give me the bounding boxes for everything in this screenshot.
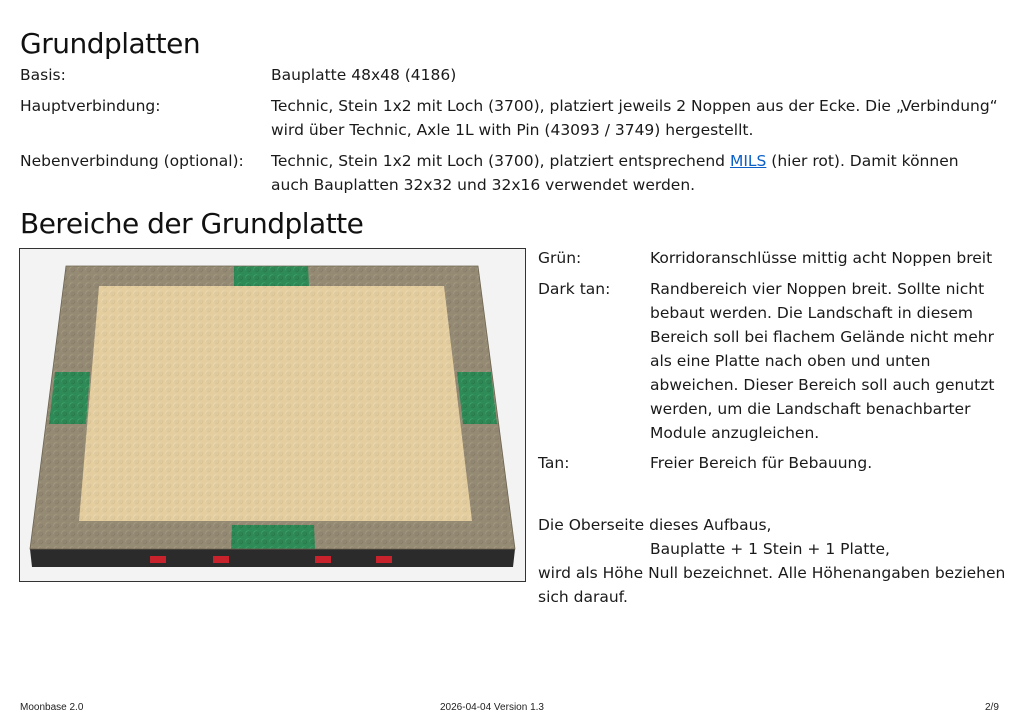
legend-text: Freier Bereich für Bebauung.: [650, 454, 873, 472]
mils-link[interactable]: MILS: [729, 152, 767, 170]
legend-label: Tan:: [538, 454, 570, 472]
mils-connector: [315, 556, 331, 563]
baseplate-side: [30, 549, 515, 567]
height-zero-paragraph: [538, 513, 1018, 609]
row-value: Bauplatte 48x48 (4186): [271, 66, 457, 84]
row-value: [271, 149, 1001, 197]
mils-connector: [150, 556, 166, 563]
heading-grundplatten: Grundplatten: [20, 27, 201, 60]
tan-build-area: [79, 286, 472, 521]
row-label: Hauptverbindung:: [20, 97, 161, 115]
legend-label: Grün:: [538, 249, 582, 267]
para-line: Die Oberseite dieses Aufbaus,: [538, 516, 772, 534]
row-value: Technic, Stein 1x2 mit Loch (3700), platziert jeweils 2 Noppen aus der Ecke. Die „Verbindung“ wird über Technic, Axle 1L with Pin (43093 / 3749) hergestellt.: [271, 97, 998, 139]
green-connector-bottom: [231, 525, 315, 549]
value-text-after: (hier rot). Damit können auch Bauplatten 32x32 und 32x16 verwendet werden.: [271, 152, 959, 194]
legend-text: Korridoranschlüsse mittig acht Noppen breit: [650, 249, 993, 267]
legend-label: Dark tan:: [538, 280, 611, 298]
legend-text: Randbereich vier Noppen breit. Sollte nicht bebaut werden. Die Landschaft in diesem Bereich soll bei flachem Gelände nicht mehr als eine Platte nach oben und unten abweichen. Dieser Bereich soll auch genutzt werden, um die Landschaft benachbarter Module anzugleichen.: [650, 280, 995, 442]
footer-left: Moonbase 2.0: [20, 702, 84, 713]
baseplate-figure: [19, 248, 526, 582]
footer-center: 2026-04-04 Version 1.3: [440, 702, 544, 713]
heading-bereiche: Bereiche der Grundplatte: [20, 207, 364, 240]
green-connector-left: [49, 372, 90, 424]
green-connector-right: [457, 372, 497, 424]
para-line-indented: Bauplatte + 1 Stein + 1 Platte,: [650, 540, 890, 558]
row-label: Nebenverbindung (optional):: [20, 152, 244, 170]
footer-page-number: 2/9: [985, 702, 999, 713]
row-label: Basis:: [20, 66, 66, 84]
green-connector-top: [234, 266, 309, 286]
mils-connector: [213, 556, 229, 563]
value-text-before: Technic, Stein 1x2 mit Loch (3700), platziert entsprechend: [271, 152, 730, 170]
mils-connector: [376, 556, 392, 563]
para-line: wird als Höhe Null bezeichnet. Alle Höhenangaben beziehen sich darauf.: [538, 564, 1006, 606]
baseplate-illustration: [20, 249, 525, 581]
